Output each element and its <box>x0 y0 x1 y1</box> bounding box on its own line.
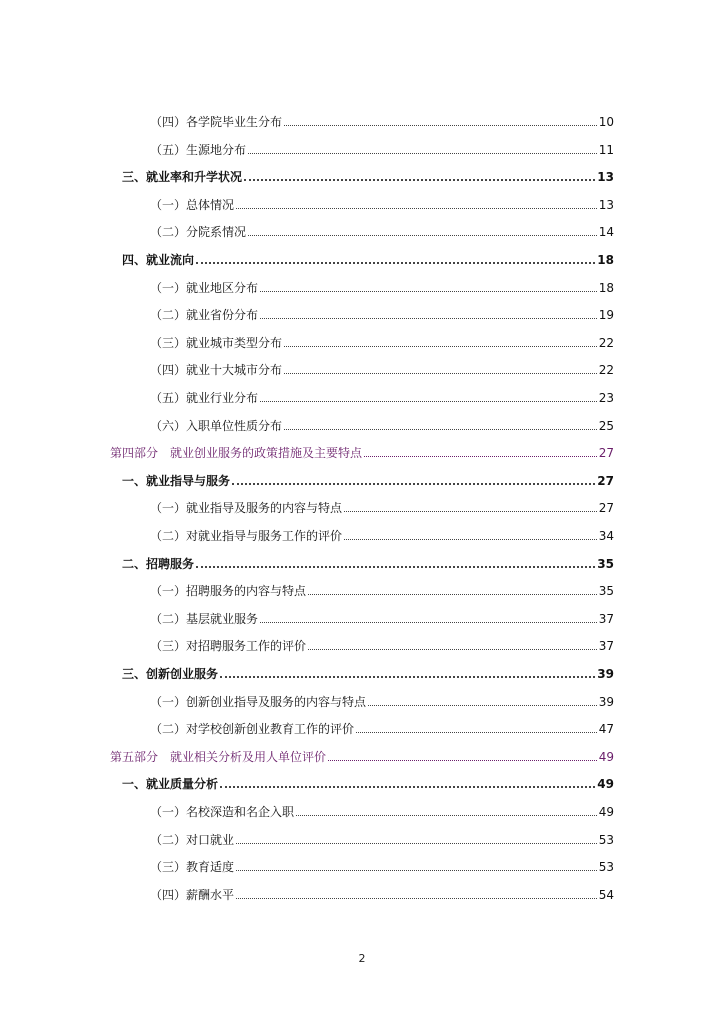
toc-entry-label: （五）生源地分布 <box>150 143 247 157</box>
toc-entry-page-number: 23 <box>598 391 614 405</box>
toc-entry-label: 一、就业质量分析 <box>122 777 219 791</box>
toc-entry-label: 第四部分 就业创业服务的政策措施及主要特点 <box>110 446 363 460</box>
toc-entry-page-number: 35 <box>598 584 614 598</box>
toc-entry-label: （一）名校深造和名企入职 <box>150 805 295 819</box>
toc-dot-leader <box>220 676 595 678</box>
toc-subsection-entry[interactable] <box>150 197 614 213</box>
toc-entry-label: （二）就业省份分布 <box>150 308 259 322</box>
toc-dot-leader <box>284 346 597 347</box>
toc-part-heading[interactable] <box>110 749 614 765</box>
toc-entry-label: （四）薪酬水平 <box>150 888 235 902</box>
toc-dot-leader <box>196 566 595 568</box>
toc-section-entry[interactable] <box>122 169 614 185</box>
toc-subsection-entry[interactable] <box>150 832 614 848</box>
toc-entry-label: （五）就业行业分布 <box>150 391 259 405</box>
toc-dot-leader <box>308 594 597 595</box>
toc-dot-leader <box>244 179 595 181</box>
toc-subsection-entry[interactable] <box>150 224 614 240</box>
toc-entry-label: 第五部分 就业相关分析及用人单位评价 <box>110 750 327 764</box>
toc-entry-page-number: 35 <box>597 557 614 571</box>
toc-part-heading[interactable] <box>110 445 614 461</box>
toc-entry-label: 四、就业流向 <box>122 253 195 267</box>
toc-entry-page-number: 18 <box>598 281 614 295</box>
toc-dot-leader <box>284 429 597 430</box>
toc-dot-leader <box>356 732 597 733</box>
toc-entry-label: 三、创新创业服务 <box>122 667 219 681</box>
toc-dot-leader <box>232 483 595 485</box>
toc-entry-page-number: 53 <box>598 833 614 847</box>
toc-subsection-entry[interactable] <box>150 528 614 544</box>
toc-dot-leader <box>236 870 597 871</box>
toc-subsection-entry[interactable] <box>150 280 614 296</box>
toc-subsection-entry[interactable] <box>150 611 614 627</box>
toc-entry-page-number: 27 <box>597 474 614 488</box>
toc-dot-leader <box>364 456 597 457</box>
toc-subsection-entry[interactable] <box>150 721 614 737</box>
toc-subsection-entry[interactable] <box>150 418 614 434</box>
toc-entry-page-number: 10 <box>598 115 614 129</box>
toc-entry-label: （三）就业城市类型分布 <box>150 336 283 350</box>
toc-entry-label: （四）各学院毕业生分布 <box>150 115 283 129</box>
toc-entry-page-number: 39 <box>598 695 614 709</box>
toc-entry-label: （三）教育适度 <box>150 860 235 874</box>
toc-entry-page-number: 14 <box>598 225 614 239</box>
page-number: 2 <box>358 952 366 965</box>
toc-entry-page-number: 11 <box>598 143 614 157</box>
toc-subsection-entry[interactable] <box>150 307 614 323</box>
toc-section-entry[interactable] <box>122 473 614 489</box>
toc-entry-page-number: 53 <box>598 860 614 874</box>
toc-section-entry[interactable] <box>122 556 614 572</box>
toc-entry-page-number: 13 <box>598 198 614 212</box>
toc-entry-label: （二）对就业指导与服务工作的评价 <box>150 529 343 543</box>
toc-dot-leader <box>248 235 597 236</box>
toc-subsection-entry[interactable] <box>150 500 614 516</box>
toc-dot-leader <box>260 401 597 402</box>
toc-entry-label: （一）创新创业指导及服务的内容与特点 <box>150 695 367 709</box>
toc-dot-leader <box>236 843 597 844</box>
toc-subsection-entry[interactable] <box>150 142 614 158</box>
toc-subsection-entry[interactable] <box>150 335 614 351</box>
toc-entry-label: （一）就业地区分布 <box>150 281 259 295</box>
toc-dot-leader <box>284 373 597 374</box>
toc-subsection-entry[interactable] <box>150 390 614 406</box>
toc-section-entry[interactable] <box>122 252 614 268</box>
toc-entry-label: （一）招聘服务的内容与特点 <box>150 584 307 598</box>
toc-entry-page-number: 18 <box>597 253 614 267</box>
toc-dot-leader <box>260 291 597 292</box>
toc-entry-label: （二）对学校创新创业教育工作的评价 <box>150 722 355 736</box>
toc-dot-leader <box>260 622 597 623</box>
toc-entry-page-number: 47 <box>598 722 614 736</box>
toc-entry-page-number: 19 <box>598 308 614 322</box>
toc-entry-page-number: 49 <box>598 750 614 764</box>
toc-dot-leader <box>284 125 597 126</box>
toc-dot-leader <box>196 262 595 264</box>
toc-subsection-entry[interactable] <box>150 694 614 710</box>
toc-entry-label: 三、就业率和升学状况 <box>122 170 243 184</box>
toc-entry-page-number: 39 <box>597 667 614 681</box>
toc-dot-leader <box>344 511 597 512</box>
toc-subsection-entry[interactable] <box>150 583 614 599</box>
toc-entry-label: 一、就业指导与服务 <box>122 474 231 488</box>
toc-dot-leader <box>308 649 597 650</box>
toc-entry-label: （二）分院系情况 <box>150 225 247 239</box>
toc-entry-page-number: 54 <box>598 888 614 902</box>
toc-dot-leader <box>344 539 597 540</box>
toc-subsection-entry[interactable] <box>150 638 614 654</box>
toc-entry-label: （四）就业十大城市分布 <box>150 363 283 377</box>
toc-entry-page-number: 22 <box>598 363 614 377</box>
toc-subsection-entry[interactable] <box>150 804 614 820</box>
toc-subsection-entry[interactable] <box>150 887 614 903</box>
toc-section-entry[interactable] <box>122 776 614 792</box>
toc-entry-label: （一）就业指导及服务的内容与特点 <box>150 501 343 515</box>
toc-entry-page-number: 34 <box>598 529 614 543</box>
toc-entry-page-number: 37 <box>598 612 614 626</box>
toc-entry-label: 二、招聘服务 <box>122 557 195 571</box>
toc-entry-page-number: 25 <box>598 419 614 433</box>
toc-entry-label: （二）基层就业服务 <box>150 612 259 626</box>
toc-dot-leader <box>236 898 597 899</box>
toc-entry-page-number: 13 <box>597 170 614 184</box>
toc-subsection-entry[interactable] <box>150 114 614 130</box>
toc-dot-leader <box>296 815 597 816</box>
toc-entry-label: （三）对招聘服务工作的评价 <box>150 639 307 653</box>
toc-entry-label: （二）对口就业 <box>150 833 235 847</box>
toc-section-entry[interactable] <box>122 666 614 682</box>
toc-dot-leader <box>260 318 597 319</box>
toc-entry-page-number: 49 <box>598 805 614 819</box>
toc-dot-leader <box>220 786 595 788</box>
toc-dot-leader <box>236 208 597 209</box>
toc-entry-label: （六）入职单位性质分布 <box>150 419 283 433</box>
toc-entry-page-number: 49 <box>597 777 614 791</box>
toc-subsection-entry[interactable] <box>150 362 614 378</box>
toc-dot-leader <box>368 705 597 706</box>
toc-entry-label: （一）总体情况 <box>150 198 235 212</box>
toc-dot-leader <box>328 760 597 761</box>
toc-entry-page-number: 22 <box>598 336 614 350</box>
toc-dot-leader <box>248 153 597 154</box>
toc-entry-page-number: 27 <box>598 446 614 460</box>
toc-entry-page-number: 37 <box>598 639 614 653</box>
toc-subsection-entry[interactable] <box>150 859 614 875</box>
toc-entry-page-number: 27 <box>598 501 614 515</box>
